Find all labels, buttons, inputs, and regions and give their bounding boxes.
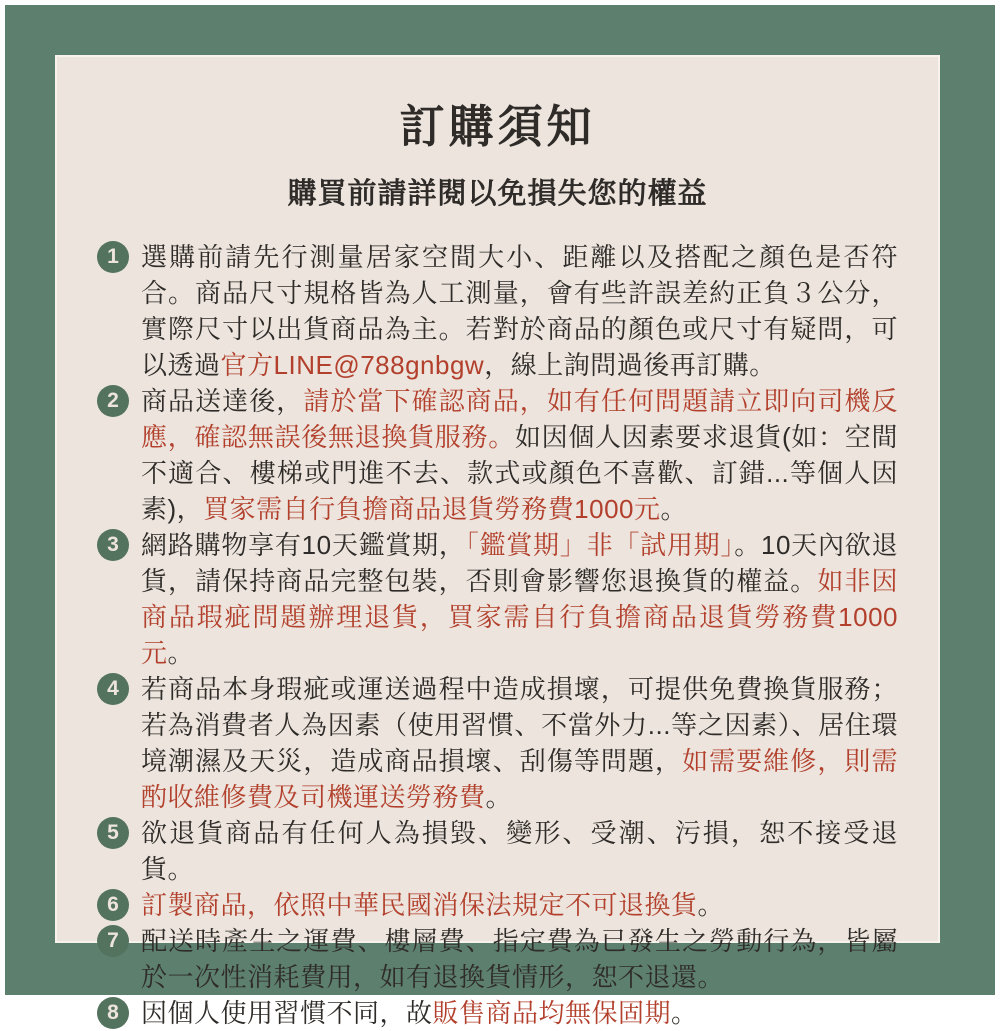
highlighted-text: 訂製商品，依照中華民國消保法規定不可退換貨 [141, 890, 698, 920]
body-text: 。 [697, 890, 725, 920]
body-text: 。10天內欲退貨，請保持商品完整包裝，否則會影響您退換貨的權益。 [141, 530, 899, 596]
item-number-badge: 8 [97, 997, 129, 1029]
highlighted-text: 買家需自行負擔商品退貨勞務費1000元 [203, 494, 661, 524]
notice-item [97, 815, 898, 887]
item-number-badge: 4 [97, 673, 129, 705]
item-number-badge: 1 [97, 241, 129, 273]
body-text: 。 [167, 638, 195, 668]
body-text: 。 [671, 998, 698, 1028]
notice-item [97, 671, 898, 815]
highlighted-text: 請於當下確認商品，如有任何問題請立即向司機反應，確認無誤後無退換貨服務。 [141, 386, 898, 452]
item-text [141, 383, 898, 527]
body-text: 。 [485, 782, 513, 812]
body-text: 欲退貨商品有任何人為損毀、變形、受潮、污損，恕不接受退貨。 [141, 818, 898, 884]
body-text: 網路購物享有10天鑑賞期， [141, 530, 466, 560]
item-text [141, 527, 898, 671]
page-subtitle: 購買前請詳閱以免損失您的權益 [287, 178, 708, 210]
body-text: ，線上詢問過後再訂購。 [484, 350, 776, 380]
highlighted-text: 販售商品均無保固期 [432, 998, 672, 1028]
body-text: 因個人使用習慣不同，故 [141, 998, 433, 1028]
notice-item [97, 887, 898, 923]
highlighted-text: 官方LINE@788gnbgw [220, 350, 485, 380]
item-text [141, 887, 898, 923]
highlighted-text: 「鑑賞期」非「試用期」 [465, 530, 735, 560]
notice-item [97, 383, 898, 527]
item-number-badge: 6 [97, 889, 129, 921]
green-frame [5, 5, 995, 1028]
notice-item [97, 239, 898, 383]
highlighted-text: 如非因商品瑕疵問題辦理退貨，買家需自行負擔商品退貨勞務費1000元 [141, 566, 898, 668]
item-text [141, 815, 898, 887]
body-text: 配送時產生之運費、樓層費、指定費為已發生之勞動行為，皆屬於一次性消耗費用，如有退換貨情形，恕不退還。 [141, 926, 898, 992]
notice-list [57, 239, 938, 1031]
notice-item [97, 995, 898, 1031]
body-text: 商品送達後， [141, 386, 304, 416]
notice-card [55, 55, 940, 1028]
highlighted-text: 如需要維修，則需酌收維修費及司機運送勞務費 [141, 746, 898, 812]
item-text [141, 995, 898, 1031]
item-text [141, 671, 898, 815]
body-text: 如因個人因素要求退貨(如：空間不適合、樓梯或門進不去、款式或顏色不喜歡、訂錯...等個人因素)， [141, 422, 898, 524]
page-title: 訂購須知 [399, 101, 596, 152]
item-number-badge: 2 [97, 385, 129, 417]
item-number-badge: 5 [97, 817, 129, 849]
item-number-badge: 3 [97, 529, 129, 561]
notice-item [97, 923, 898, 995]
item-text [141, 923, 898, 995]
body-text: 若商品本身瑕疵或運送過程中造成損壞，可提供免費換貨服務；若為消費者人為因素（使用習慣、不當外力...等之因素）、居住環境潮濕及天災，造成商品損壞、刮傷等問題， [141, 674, 898, 776]
body-text: 。 [660, 494, 688, 524]
item-number-badge: 7 [97, 925, 129, 957]
body-text: 選購前請先行測量居家空間大小、距離以及搭配之顏色是否符合。商品尺寸規格皆為人工測量，會有些許誤差約正負３公分，實際尺寸以出貨商品為主。若對於商品的顏色或尺寸有疑問，可以透過 [141, 242, 898, 380]
notice-item [97, 527, 898, 671]
item-text [141, 239, 898, 383]
